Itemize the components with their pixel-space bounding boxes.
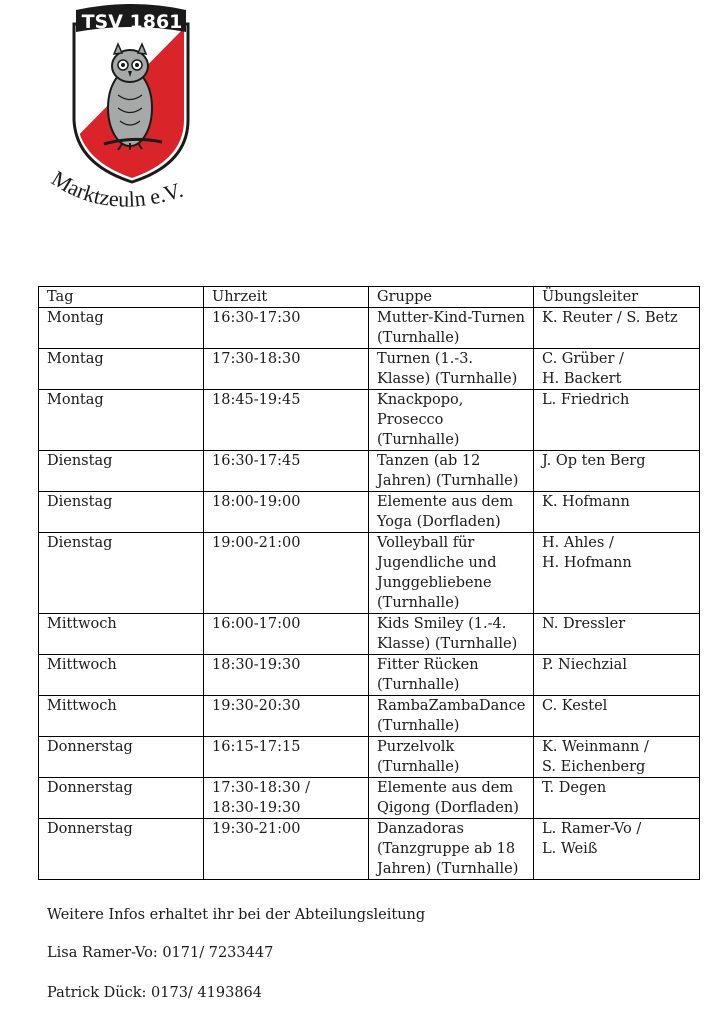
cell-uebungsleiter-line: H. Backert xyxy=(542,371,622,387)
cell-uhrzeit xyxy=(204,308,369,349)
header-uebungsleiter: Übungsleiter xyxy=(534,287,700,308)
cell-gruppe xyxy=(369,390,534,451)
cell-uebungsleiter xyxy=(534,390,700,451)
cell-uebungsleiter xyxy=(534,778,700,819)
cell-tag xyxy=(39,349,204,390)
cell-gruppe xyxy=(369,451,534,492)
cell-uebungsleiter-line: N. Dressler xyxy=(542,616,626,632)
cell-tag xyxy=(39,533,204,614)
cell-tag-text: Mittwoch xyxy=(47,698,117,714)
cell-tag xyxy=(39,308,204,349)
cell-gruppe-line: Fitter Rücken xyxy=(377,657,479,673)
cell-uhrzeit xyxy=(204,451,369,492)
cell-gruppe-line: Qigong (Dorfladen) xyxy=(377,800,519,816)
table-row xyxy=(39,614,700,655)
cell-gruppe-line: Knackpopo, xyxy=(377,392,464,408)
owl-crest-icon xyxy=(44,0,224,230)
cell-uhrzeit-text: 17:30-18:30 xyxy=(212,351,301,367)
cell-gruppe xyxy=(369,614,534,655)
cell-gruppe xyxy=(369,819,534,880)
cell-uebungsleiter xyxy=(534,614,700,655)
cell-gruppe xyxy=(369,308,534,349)
cell-tag-text: Montag xyxy=(47,392,104,408)
cell-uebungsleiter-line: C. Kestel xyxy=(542,698,608,714)
cell-tag-text: Dienstag xyxy=(47,494,113,510)
cell-gruppe-line: Klasse) (Turnhalle) xyxy=(377,636,518,652)
cell-uhrzeit-text: 16:15-17:15 xyxy=(212,739,301,755)
cell-uhrzeit xyxy=(204,696,369,737)
cell-tag xyxy=(39,737,204,778)
cell-uebungsleiter xyxy=(534,533,700,614)
cell-tag-text: Donnerstag xyxy=(47,739,133,755)
cell-gruppe-line: (Turnhalle) xyxy=(377,677,460,693)
cell-tag xyxy=(39,819,204,880)
cell-uhrzeit xyxy=(204,349,369,390)
table-row xyxy=(39,819,700,880)
cell-gruppe-line: Elemente aus dem xyxy=(377,780,514,796)
cell-uhrzeit xyxy=(204,737,369,778)
club-logo xyxy=(44,0,224,230)
table-row xyxy=(39,492,700,533)
table-row xyxy=(39,533,700,614)
cell-gruppe-line: Elemente aus dem xyxy=(377,494,514,510)
cell-uebungsleiter xyxy=(534,819,700,880)
cell-uhrzeit-text: 17:30-18:30 / 18:30-19:30 xyxy=(212,780,310,816)
cell-gruppe-line: Jahren) (Turnhalle) xyxy=(377,861,519,877)
cell-uebungsleiter-line: S. Eichenberg xyxy=(542,759,646,775)
cell-uhrzeit xyxy=(204,390,369,451)
cell-uhrzeit-text: 18:30-19:30 xyxy=(212,657,301,673)
cell-gruppe-line: (Turnhalle) xyxy=(377,595,460,611)
cell-tag xyxy=(39,492,204,533)
cell-uebungsleiter xyxy=(534,492,700,533)
cell-gruppe-line: Prosecco xyxy=(377,412,444,428)
cell-gruppe-line: Kids Smiley (1.-4. xyxy=(377,616,507,632)
cell-uebungsleiter-line: J. Op ten Berg xyxy=(542,453,646,469)
cell-tag xyxy=(39,390,204,451)
cell-gruppe-line: Mutter-Kind-Turnen xyxy=(377,310,525,326)
cell-tag-text: Donnerstag xyxy=(47,821,133,837)
cell-uhrzeit-text: 19:30-21:00 xyxy=(212,821,301,837)
cell-uhrzeit xyxy=(204,614,369,655)
cell-gruppe-line: RambaZambaDance xyxy=(377,698,526,714)
table-row xyxy=(39,696,700,737)
cell-tag-text: Dienstag xyxy=(47,453,113,469)
cell-gruppe-line: Tanzen (ab 12 xyxy=(377,453,481,469)
contact-patrick: Patrick Dück: 0173/ 4193864 xyxy=(47,985,263,1001)
cell-uhrzeit-text: 18:45-19:45 xyxy=(212,392,301,408)
cell-uhrzeit-text: 19:00-21:00 xyxy=(212,535,301,551)
cell-uebungsleiter-line: P. Niechzial xyxy=(542,657,627,673)
cell-tag-text: Donnerstag xyxy=(47,780,133,796)
cell-gruppe xyxy=(369,533,534,614)
cell-uebungsleiter xyxy=(534,349,700,390)
cell-gruppe-line: (Turnhalle) xyxy=(377,330,460,346)
cell-gruppe-line: (Tanzgruppe ab 18 xyxy=(377,841,516,857)
schedule-table xyxy=(38,286,700,880)
cell-uebungsleiter xyxy=(534,308,700,349)
cell-gruppe xyxy=(369,696,534,737)
cell-uhrzeit xyxy=(204,819,369,880)
schedule-body xyxy=(39,308,700,880)
cell-gruppe-line: Purzelvolk xyxy=(377,739,455,755)
cell-gruppe-line: Turnen (1.-3. xyxy=(377,351,474,367)
cell-uhrzeit xyxy=(204,778,369,819)
cell-uhrzeit-text: 16:30-17:30 xyxy=(212,310,301,326)
cell-gruppe-line: (Turnhalle) xyxy=(377,432,460,448)
cell-gruppe xyxy=(369,655,534,696)
cell-uhrzeit xyxy=(204,492,369,533)
cell-uebungsleiter-line: H. Ahles / xyxy=(542,535,614,551)
cell-gruppe-line: Volleyball für xyxy=(377,535,475,551)
cell-tag xyxy=(39,614,204,655)
cell-uebungsleiter xyxy=(534,655,700,696)
header-tag: Tag xyxy=(39,287,204,308)
cell-gruppe-line: Junggebliebene xyxy=(377,575,492,591)
cell-uebungsleiter-line: L. Friedrich xyxy=(542,392,630,408)
cell-uebungsleiter-line: T. Degen xyxy=(542,780,607,796)
cell-uhrzeit xyxy=(204,533,369,614)
cell-gruppe-line: Klasse) (Turnhalle) xyxy=(377,371,518,387)
table-row xyxy=(39,390,700,451)
cell-gruppe xyxy=(369,737,534,778)
cell-uebungsleiter-line: H. Hofmann xyxy=(542,555,632,571)
cell-tag xyxy=(39,778,204,819)
cell-uhrzeit xyxy=(204,655,369,696)
header-gruppe: Gruppe xyxy=(369,287,534,308)
table-row xyxy=(39,655,700,696)
cell-uhrzeit-text: 19:30-20:30 xyxy=(212,698,301,714)
cell-gruppe-line: Yoga (Dorfladen) xyxy=(377,514,501,530)
table-row xyxy=(39,349,700,390)
cell-gruppe-line: Jahren) (Turnhalle) xyxy=(377,473,519,489)
cell-uhrzeit-text: 16:30-17:45 xyxy=(212,453,301,469)
cell-uebungsleiter xyxy=(534,451,700,492)
cell-uebungsleiter xyxy=(534,696,700,737)
cell-tag xyxy=(39,655,204,696)
table-row xyxy=(39,778,700,819)
footer-info: Weitere Infos erhaltet ihr bei der Abteilungsleitung xyxy=(47,907,426,923)
cell-gruppe xyxy=(369,349,534,390)
logo-banner-text: TSV 1861 xyxy=(81,11,183,33)
cell-uebungsleiter-line: L. Weiß xyxy=(542,841,598,857)
cell-uhrzeit-text: 16:00-17:00 xyxy=(212,616,301,632)
table-row xyxy=(39,451,700,492)
cell-uebungsleiter-line: C. Grüber / xyxy=(542,351,624,367)
cell-gruppe xyxy=(369,492,534,533)
cell-gruppe-line: (Turnhalle) xyxy=(377,759,460,775)
cell-tag-text: Montag xyxy=(47,310,104,326)
cell-uebungsleiter-line: L. Ramer-Vo / xyxy=(542,821,642,837)
cell-uebungsleiter-line: K. Weinmann / xyxy=(542,739,649,755)
cell-tag xyxy=(39,696,204,737)
table-row xyxy=(39,737,700,778)
cell-gruppe-line: (Turnhalle) xyxy=(377,718,460,734)
cell-tag-text: Dienstag xyxy=(47,535,113,551)
cell-gruppe-line: Jugendliche und xyxy=(377,555,497,571)
cell-uebungsleiter-line: K. Reuter / S. Betz xyxy=(542,310,678,326)
header-uhrzeit: Uhrzeit xyxy=(204,287,369,308)
cell-tag-text: Mittwoch xyxy=(47,657,117,673)
cell-uhrzeit-text: 18:00-19:00 xyxy=(212,494,301,510)
cell-uebungsleiter xyxy=(534,737,700,778)
cell-gruppe xyxy=(369,778,534,819)
table-row xyxy=(39,308,700,349)
logo-club-name: Marktzeuln e.V. xyxy=(47,165,186,212)
cell-uebungsleiter-line: K. Hofmann xyxy=(542,494,630,510)
cell-tag xyxy=(39,451,204,492)
cell-gruppe-line: Danzadoras xyxy=(377,821,464,837)
cell-tag-text: Mittwoch xyxy=(47,616,117,632)
cell-tag-text: Montag xyxy=(47,351,104,367)
contact-lisa: Lisa Ramer-Vo: 0171/ 7233447 xyxy=(47,945,274,961)
table-header-row xyxy=(39,287,700,308)
